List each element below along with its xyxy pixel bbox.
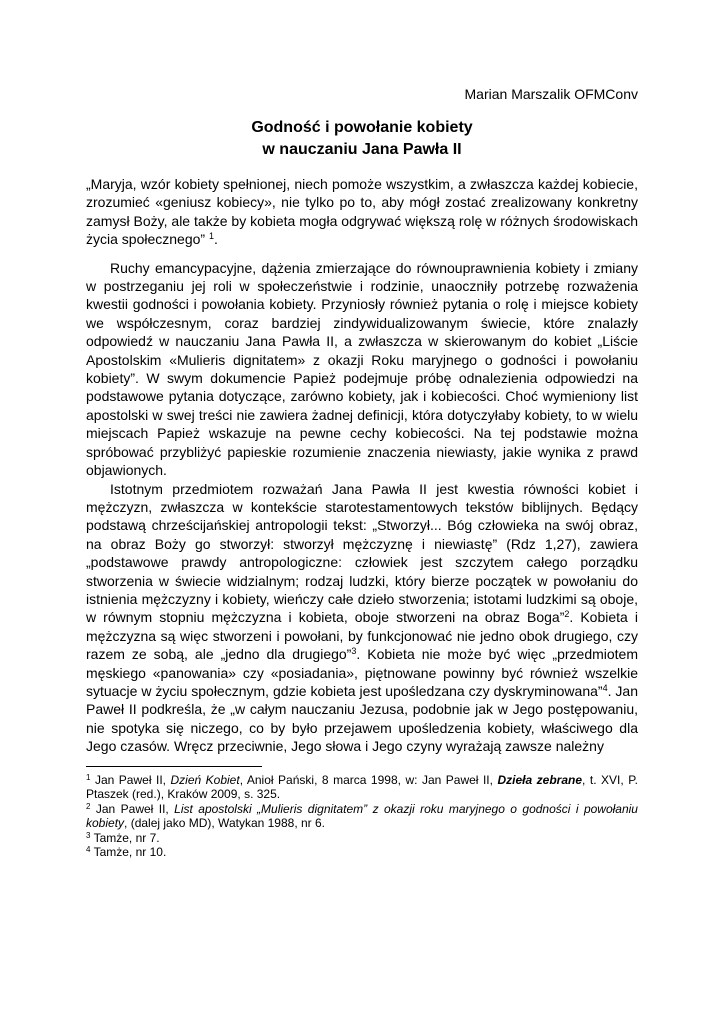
paragraph-1: Ruchy emancypacyjne, dążenia zmierzające do równouprawnienia kobiety i zmiany w postrzeganiu jej roli w społeczeństwie i rodzinie, unaoczniły potrzebę rozważenia kwestii godności i powołania kobiety. Przyniosły również pytania o rolę i miejsce kobiety we współczesnym, coraz bardziej zindywidualizowanym świecie, które znalazły odpowiedź w nauczaniu Jana Pawła II, a zwłaszcza w skierowanym do kobiet „Liście Apostolskim «Mulieris dignitatem» z okazji Roku maryjnego o godności i powołaniu kobiety”. W swym dokumencie Papież podejmuje próbę odnalezienia odpowiedzi na podstawowe pytania dotyczące, zarówno kobiety, jak i kobiecości. Choć wymieniony list apostolski w swej treści nie zawiera żadnej definicji, która dotyczyłaby kobiety, to w wielu miejscach Papież wskazuje na pewne cechy kobiecości. Na tej podstawie można spróbować przybliżyć papieskie rozumienie znaczenia niewiasty, jakie wynika z prawd objawionych. [86, 259, 638, 479]
title-line-1: Godność i powołanie kobiety [251, 119, 473, 136]
motto-text: „Maryja, wzór kobiety spełnionej, niech pomoże wszystkim, a zwłaszcza każdej kobiecie, zrozumieć «geniusz kobiecy», nie tylko po to, aby mógł zostać zrealizowany konkretny zamysł Boży, ale także by kobieta mogła odgrywać większą rolę w różnych środowiskach życia społecznego” [86, 176, 638, 248]
footnote-1-text-c: , Anioł Pański, 8 marca 1998, w: Jan Paweł II, [239, 772, 498, 787]
footnote-2-number: 2 [86, 801, 91, 811]
footnote-4-number: 4 [86, 845, 91, 855]
paragraph-2 [86, 480, 638, 756]
paragraph-2-part-1: Istotnym przedmiotem rozważań Jana Pawła II jest kwestia równości kobiet i mężczyzn, zwłaszcza w kontekście starotestamentowych tekstów biblijnych. Będący podstawą chrześcijańskiej antropologii tekst: „Stworzył... Bóg człowieka na swój obraz, na obraz Boży go stworzył: stworzył mężczyznę i niewiastę” (Rdz 1,27), zawiera „podstawowe prawdy antropologiczne: człowiek jest szczytem całego porządku stworzenia w świecie widzialnym; rodzaj ludzki, który bierze początek w powołaniu do istnienia mężczyzny i kobiety, wieńczy całe dzieło stworzenia; istotami ludzkimi są oboje, w równym stopniu mężczyzna i kobieta, oboje stworzeni na obraz Boga” [86, 480, 638, 626]
footnote-ref-4[interactable]: 4 [602, 682, 608, 693]
footnote-2-text-a: Jan Paweł II, [95, 801, 175, 816]
footnote-2 [86, 802, 638, 831]
author-line: Marian Marszalik OFMConv [464, 86, 638, 102]
motto-quote: „Maryja, wzór kobiety spełnionej, niech pomoże wszystkim, a zwłaszcza każdej kobiecie, zrozumieć «geniusz kobiecy», nie tylko po to, aby mógł zostać zrealizowany konkretny zamysł Boży, ale także by kobieta mogła odgrywać większą rolę w różnych środowiskach życia społecznego” $^1$. [86, 176, 638, 248]
paragraph-2-part-4: . Jan Paweł II podkreśla, że „w całym nauczaniu Jezusa, podobnie jak w Jego postępowaniu, nie spotyka się niczego, co by było przejawem upośledzenia kobiety, właściwego dla Jego czasów. Wręcz przeciwnie, Jego słowa i Jego czyny wyrażają zawsze należny [86, 682, 639, 755]
footnote-2-text-c: , (dalej jako MD), Watykan 1988, nr 6. [124, 816, 326, 831]
footnote-divider [86, 766, 262, 767]
footnote-4-text: Tamże, nr 10. [93, 845, 167, 860]
title-line-2: w nauczaniu Jana Pawła II [262, 141, 462, 158]
paragraph-2-part-3: . Kobieta nie może być więc „przedmiotem męskiego «panowania» czy «posiadania», piętnowane powinny być również wszelkie sytuacje w życiu społecznym, gdzie kobieta jest upośledzana czy dyskryminowana” [86, 646, 638, 699]
footnote-ref-3[interactable]: 3 [351, 646, 357, 657]
footnote-1-title: Dzień Kobiet [170, 772, 240, 787]
footnote-3-text: Tamże, nr 7. [93, 830, 160, 845]
footnote-1-text-a: Jan Paweł II, [94, 772, 171, 787]
footnote-1 [86, 773, 638, 802]
footnote-1-number: 1 [86, 772, 91, 782]
document-page [86, 86, 638, 860]
footnote-3-number: 3 [86, 830, 91, 840]
footnote-2-title: List apostolski „Mulieris dignitatem” z okazji roku maryjnego o godności i powołaniu kobiety [86, 801, 638, 831]
page-title [86, 117, 638, 161]
footnote-1-text-e: , t. XVI, P. Ptaszek (red.), Kraków 2009, s. 325. [86, 772, 638, 802]
paragraph-2-part-2: . Kobieta i mężczyzna są więc stworzeni i powołani, by funkcjonować nie jedno obok drugiego, czy razem ze sobą, ale „jedno dla drugiego” [86, 609, 638, 663]
footnote-3 [86, 831, 638, 846]
footnote-4 [86, 845, 638, 860]
footnote-ref-2[interactable]: 2 [564, 609, 570, 620]
footnote-ref-1[interactable]: 1 [208, 231, 214, 242]
footnote-1-work: Dzieła zebrane [497, 772, 583, 787]
